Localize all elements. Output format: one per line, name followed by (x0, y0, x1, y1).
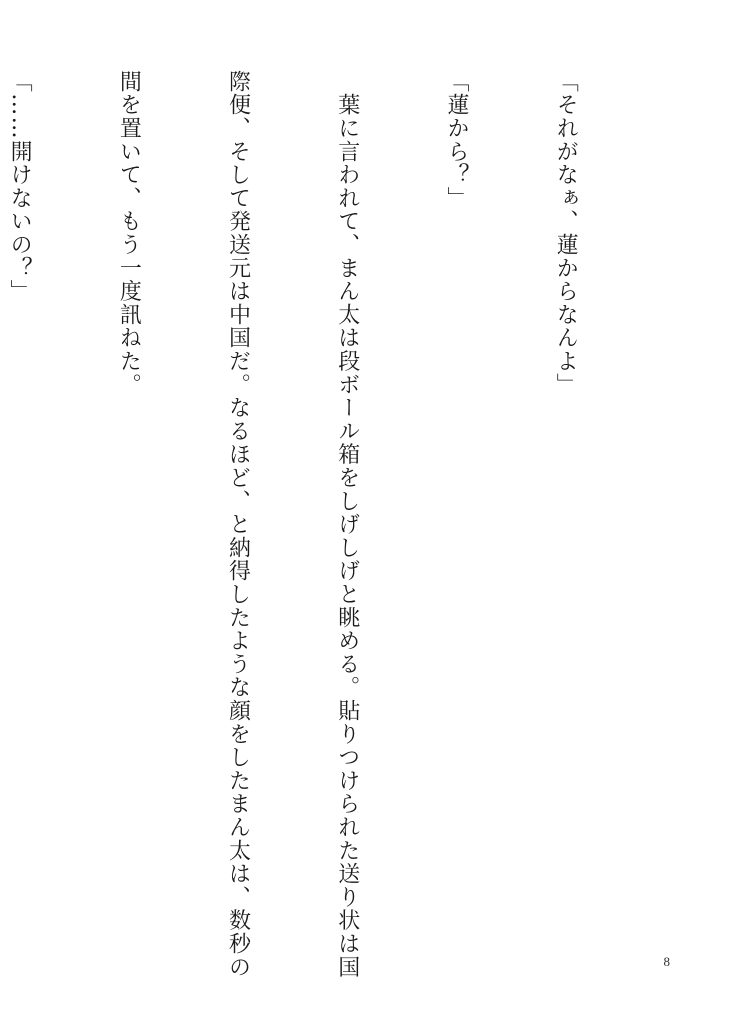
text-line: 際便、そして発送元は中国だ。なるほど、と納得したような顔をしたまん太は、数秒の (225, 70, 251, 979)
page-number: 8 (663, 954, 670, 969)
text-line: 「……開けないの？」 (7, 70, 33, 303)
text-line: 葉に言われて、まん太は段ボール箱をしげしげと眺める。貼りつけられた送り状は国 (334, 70, 360, 979)
text-line: 間を置いて、もう一度訊ねた。 (116, 70, 142, 397)
text-line: 「蓮から？」 (443, 70, 469, 210)
vertical-text-body (0, 70, 656, 979)
text-line: 「それがなぁ、蓮からなんよ」 (553, 70, 579, 397)
